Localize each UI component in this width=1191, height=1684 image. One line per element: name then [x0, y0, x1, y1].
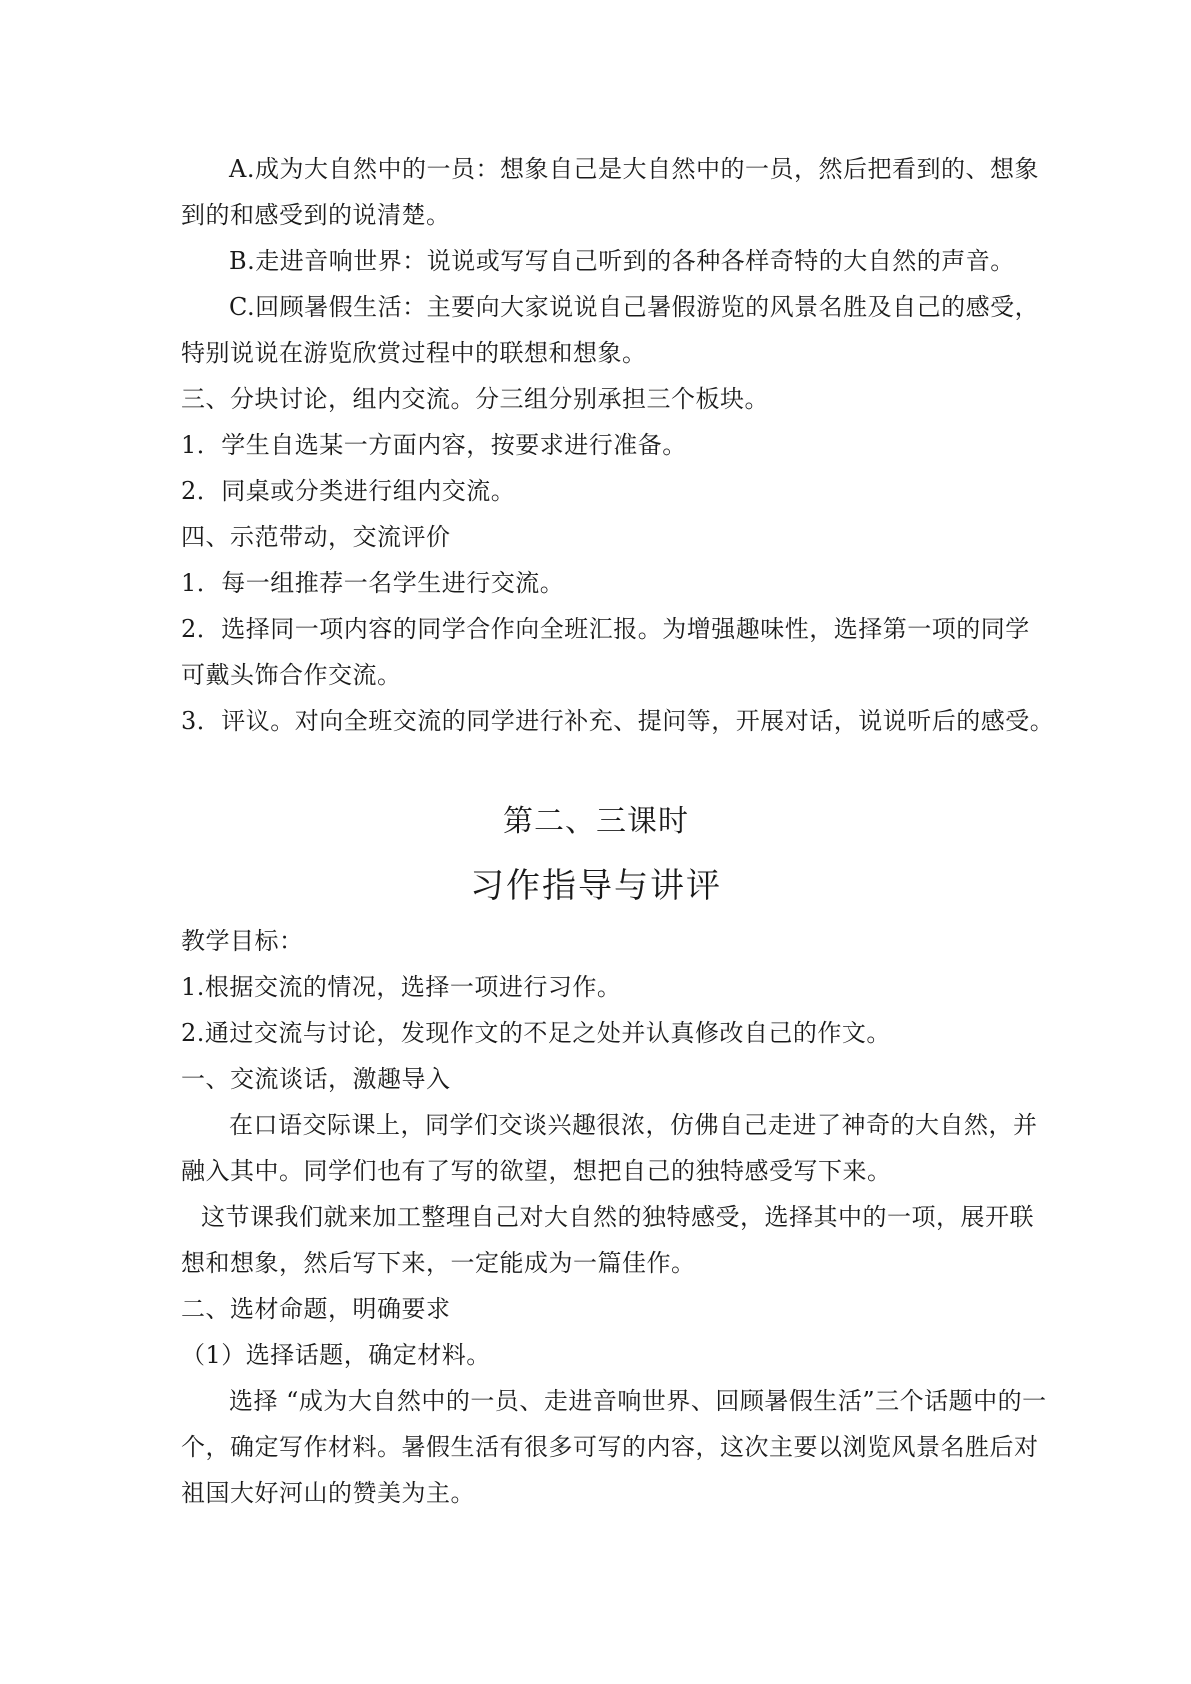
paragraph-1-line1: 在口语交际课上，同学们交谈兴趣很浓，仿佛自己走进了神奇的大自然，并	[229, 1111, 1038, 1139]
goal-item: 1.根据交流的情况，选择一项进行习作。	[181, 973, 622, 1001]
goals-label: 教学目标：	[181, 927, 304, 955]
option-c-line1: C.回顾暑假生活：主要向大家说说自己暑假游览的风景名胜及自己的感受，	[229, 293, 1040, 321]
option-b-line1: B.走进音响世界：说说或写写自己听到的各种各样奇特的大自然的声音。	[229, 247, 1015, 275]
section-title: 第二、三课时	[503, 804, 689, 839]
list-item: 3．评议。对向全班交流的同学进行补充、提问等，开展对话，说说听后的感受。	[181, 707, 1055, 735]
paragraph-3-line3: 祖国大好河山的赞美为主。	[181, 1479, 475, 1507]
heading-two: 二、选材命题，明确要求	[181, 1295, 451, 1323]
paragraph-3-line1: 选择 “成为大自然中的一员、走进音响世界、回顾暑假生活”三个话题中的一	[229, 1387, 1047, 1415]
document-page	[181, 146, 1055, 1516]
option-a-line1: A.成为大自然中的一员：想象自己是大自然中的一员，然后把看到的、想象	[229, 155, 1039, 183]
paragraph-2-line2: 想和想象，然后写下来，一定能成为一篇佳作。	[181, 1249, 696, 1277]
list-item: 1．每一组推荐一名学生进行交流。	[181, 569, 565, 597]
list-item: 1．学生自选某一方面内容，按要求进行准备。	[181, 431, 687, 459]
heading-one: 一、交流谈话，激趣导入	[181, 1065, 451, 1093]
section-subtitle: 习作指导与讲评	[470, 866, 722, 906]
paragraph-2-line1: 这节课我们就来加工整理自己对大自然的独特感受，选择其中的一项，展开联	[201, 1203, 1034, 1231]
list-item-continuation: 可戴头饰合作交流。	[181, 661, 402, 689]
section-spacer	[181, 744, 1011, 790]
option-a-line2: 到的和感受到的说清楚。	[181, 201, 451, 229]
list-item: 2．同桌或分类进行组内交流。	[181, 477, 516, 505]
option-c-line2: 特别说说在游览欣赏过程中的联想和想象。	[181, 339, 647, 367]
paragraph-1-line2: 融入其中。同学们也有了写的欲望，想把自己的独特感受写下来。	[181, 1157, 892, 1185]
goal-item: 2.通过交流与讨论，发现作文的不足之处并认真修改自己的作文。	[181, 1019, 891, 1047]
heading-three: 三、分块讨论，组内交流。分三组分别承担三个板块。	[181, 385, 769, 413]
sub-heading: （1）选择话题，确定材料。	[181, 1341, 491, 1369]
list-item: 2．选择同一项内容的同学合作向全班汇报。为增强趣味性，选择第一项的同学	[181, 615, 1030, 643]
heading-four: 四、示范带动，交流评价	[181, 523, 451, 551]
paragraph-3-line2: 个，确定写作材料。暑假生活有很多可写的内容，这次主要以浏览风景名胜后对	[181, 1433, 1039, 1461]
